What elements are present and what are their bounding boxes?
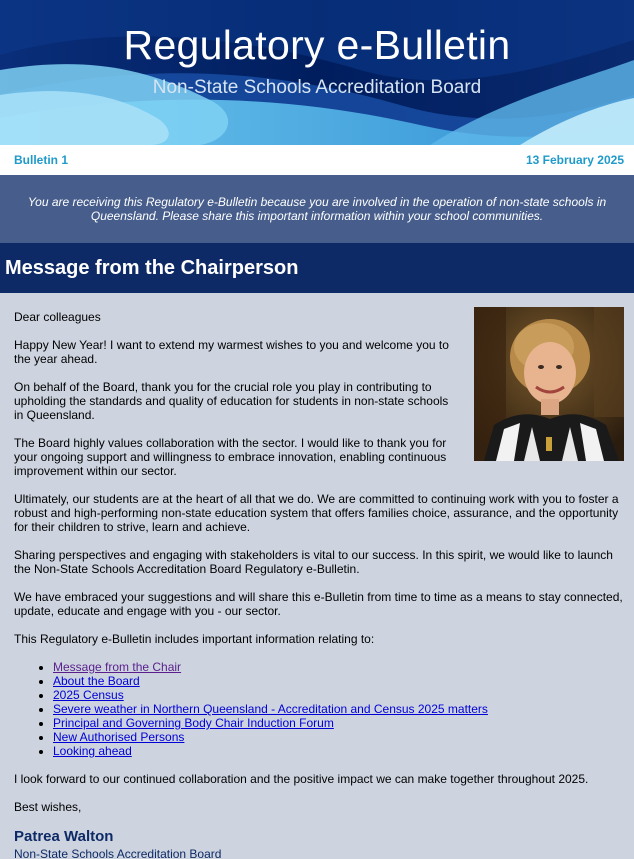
section-title: Message from the Chairperson: [5, 256, 299, 279]
notice-text: You are receiving this Regulatory e-Bulletin because you are involved in the operation of non-state schools in Queensland. Please share this important information within your school communities.: [27, 195, 607, 223]
greeting: Dear colleagues: [14, 310, 101, 324]
closing-paragraph: I look forward to our continued collaboration and the positive impact we can make together throughout 2025.: [14, 772, 589, 786]
list-item: [53, 660, 624, 674]
message-paragraph: Ultimately, our students are at the heart of all that we do. We are committed to continuing work with you to foster a robust and high-performing non-state education system that offers families choice, assurance, and the opportunity for their children to strive, learn and achieve.: [14, 492, 619, 534]
message-paragraph: On behalf of the Board, thank you for the crucial role you play in contributing to upholding the standards and quality of education for students in non-state schools in Queensland.: [14, 380, 449, 422]
link-new-authorised-persons[interactable]: New Authorised Persons: [53, 730, 185, 744]
banner-title: Regulatory e-Bulletin: [123, 22, 511, 68]
list-item: [53, 730, 624, 744]
distribution-notice: [0, 175, 634, 243]
bulletin-date: 13 February 2025: [525, 153, 624, 167]
message-paragraph: The Board highly values collaboration with the sector. I would like to thank you for your ongoing support and willingness to embrace innovation, enabling continuous improvement within our sector.: [14, 436, 447, 478]
signoff: Best wishes,: [14, 800, 82, 814]
link-about-the-board[interactable]: About the Board: [53, 674, 140, 688]
bulletin-number: Bulletin 1: [14, 153, 69, 167]
message-body: [0, 293, 634, 859]
list-item: [53, 716, 624, 730]
list-item: [53, 674, 624, 688]
chairperson-photo: [474, 307, 624, 461]
banner-subtitle: Non-State Schools Accreditation Board: [152, 77, 482, 98]
link-induction-forum[interactable]: Principal and Governing Body Chair Induction Forum: [53, 716, 334, 730]
signature-organisation: Non-State Schools Accreditation Board: [14, 847, 222, 859]
link-looking-ahead[interactable]: Looking ahead: [53, 744, 132, 758]
message-paragraph: We have embraced your suggestions and will share this e-Bulletin from time to time as a means to stay connected, update, educate and engage with you - our sector.: [14, 590, 623, 618]
list-item: [53, 702, 624, 716]
section-heading: [0, 243, 634, 293]
bulletin-meta-bar: [0, 145, 634, 175]
message-paragraph: Happy New Year! I want to extend my warmest wishes to you and welcome you to the year ahead.: [14, 338, 449, 366]
signature-name: Patrea Walton: [14, 828, 114, 845]
link-message-from-the-chair[interactable]: Message from the Chair: [53, 660, 182, 674]
list-item: [53, 744, 624, 758]
message-paragraph: This Regulatory e-Bulletin includes important information relating to:: [14, 632, 375, 646]
contents-link-list: [14, 660, 624, 758]
link-severe-weather[interactable]: Severe weather in Northern Queensland - Accreditation and Census 2025 matters: [53, 702, 488, 716]
header-banner: [0, 0, 634, 145]
link-2025-census[interactable]: 2025 Census: [53, 688, 124, 702]
list-item: [53, 688, 624, 702]
message-paragraph: Sharing perspectives and engaging with stakeholders is vital to our success. In this spirit, we would like to launch the Non-State Schools Accreditation Board Regulatory e-Bulletin.: [14, 548, 613, 576]
